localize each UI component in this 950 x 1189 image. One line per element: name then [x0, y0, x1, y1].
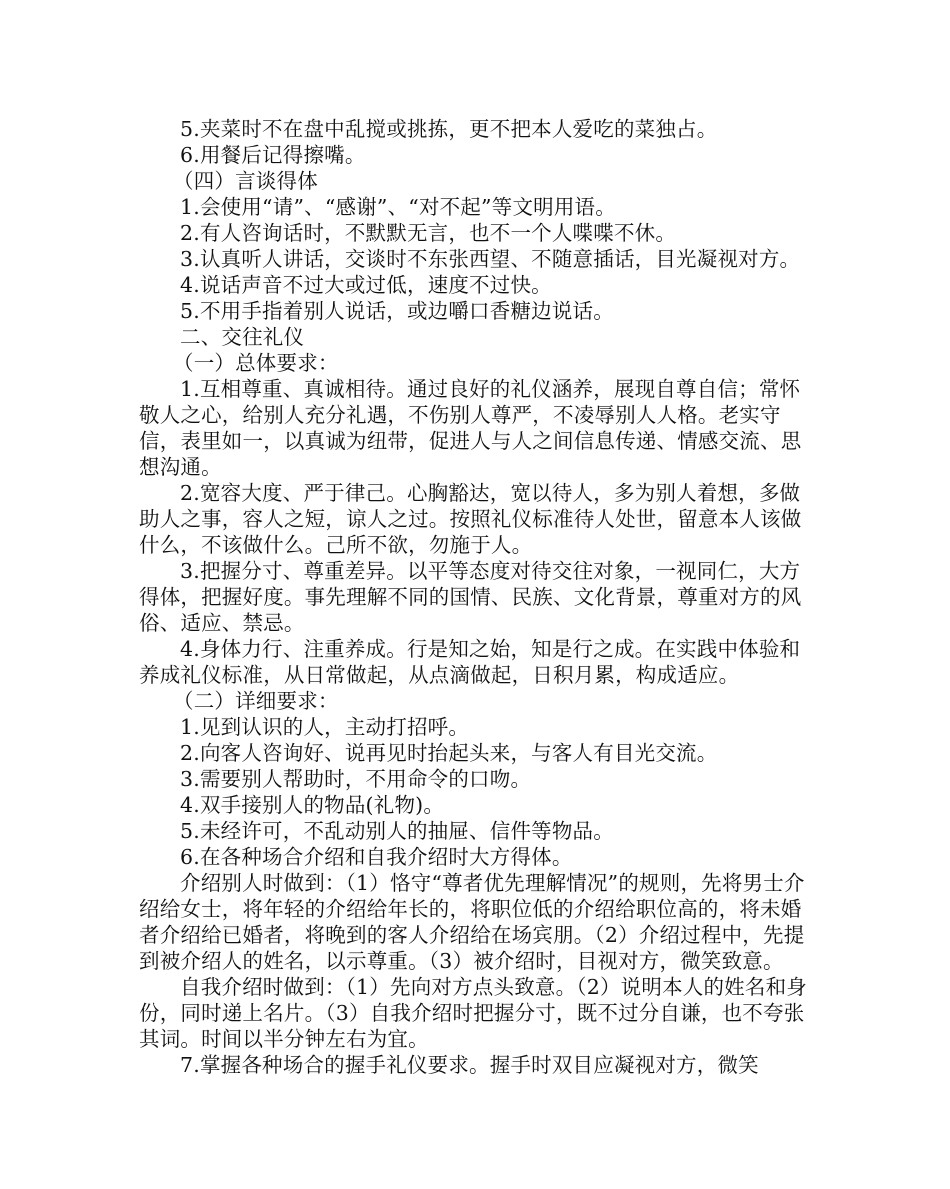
paragraph: 2.宽容大度、严于律己。心胸豁达，宽以待人，多为别人着想，多做助人之事，容人之短，谅人之过。按照礼仪标准待人处世，留意本人该做什么，不该做什么。己所不欲，勿施于人。 [139, 481, 802, 557]
paragraph: 3.认真听人讲话，交谈时不东张西望、不随意插话，目光凝视对方。 [180, 247, 801, 271]
paragraph: 1.互相尊重、真诚相待。通过良好的礼仪涵养，展现自尊自信；常怀敬人之心，给别人充分礼遇，不伤别人尊严，不凌辱别人人格。老实守信，表里如一，以真诚为纽带，促进人与人之间信息传递、情感交流、思想沟通。 [139, 377, 802, 479]
paragraph: 自我介绍时做到：（1）先向对方点头致意。（2）说明本人的姓名和身份，同时递上名片。（3）自我介绍时把握分寸，既不过分自谦，也不夸张其词。时间以半分钟左右为宜。 [139, 975, 807, 1051]
paragraph: 5.未经许可，不乱动别人的抽屉、信件等物品。 [180, 819, 614, 843]
paragraph: 3.把握分寸、尊重差异。以平等态度对待交往对象，一视同仁，大方得体，把握好度。事先理解不同的国情、民族、文化背景，尊重对方的风俗、适应、禁忌。 [139, 559, 802, 635]
paragraph: 4.身体力行、注重养成。行是知之始，知是行之成。在实践中体验和养成礼仪标准，从日常做起，从点滴做起，日积月累，构成适应。 [139, 637, 801, 687]
paragraph: 6.在各种场合介绍和自我介绍时大方得体。 [180, 845, 573, 869]
paragraph: 介绍别人时做到：（1）恪守“尊者优先理解情况”的规则，先将男士介绍给女士，将年轻的介绍给年长的，将职位低的介绍给职位高的，将未婚者介绍给已婚者，将晚到的客人介绍给在场宾朋。（2）介绍过程中，先提到被介绍人的姓名，以示尊重。（3）被介绍时，目视对方，微笑致意。 [139, 871, 805, 973]
paragraph: 4.说话声音不过大或过低，速度不过快。 [180, 273, 552, 297]
paragraph: 5.不用手指着别人说话，或边嚼口香糖边说话。 [180, 299, 614, 323]
section-heading: （一）总体要求： [173, 351, 339, 375]
paragraph: 2.向客人咨询好、说再见时抬起头来，与客人有目光交流。 [180, 741, 718, 765]
paragraph: 3.需要别人帮助时，不用命令的口吻。 [180, 767, 532, 791]
paragraph: 2.有人咨询话时，不默默无言，也不一个人喋喋不休。 [180, 221, 677, 245]
paragraph: 7.掌握各种场合的握手礼仪要求。握手时双目应凝视对方，微笑 [180, 1053, 759, 1077]
paragraph: 1.会使用“请”、“感谢”、“对不起”等文明用语。 [180, 195, 616, 219]
paragraph: 1.见到认识的人，主动打招呼。 [180, 715, 470, 739]
document-body [139, 116, 819, 1078]
paragraph: 4.双手接别人的物品(礼物)。 [180, 793, 445, 817]
section-heading: （四）言谈得体 [173, 169, 318, 193]
section-heading: 二、交往礼仪 [180, 325, 305, 349]
section-heading: （二）详细要求： [173, 689, 339, 713]
paragraph: 5.夹菜时不在盘中乱搅或挑拣，更不把本人爱吃的菜独占。 [180, 117, 718, 141]
paragraph: 6.用餐后记得擦嘴。 [180, 143, 366, 167]
